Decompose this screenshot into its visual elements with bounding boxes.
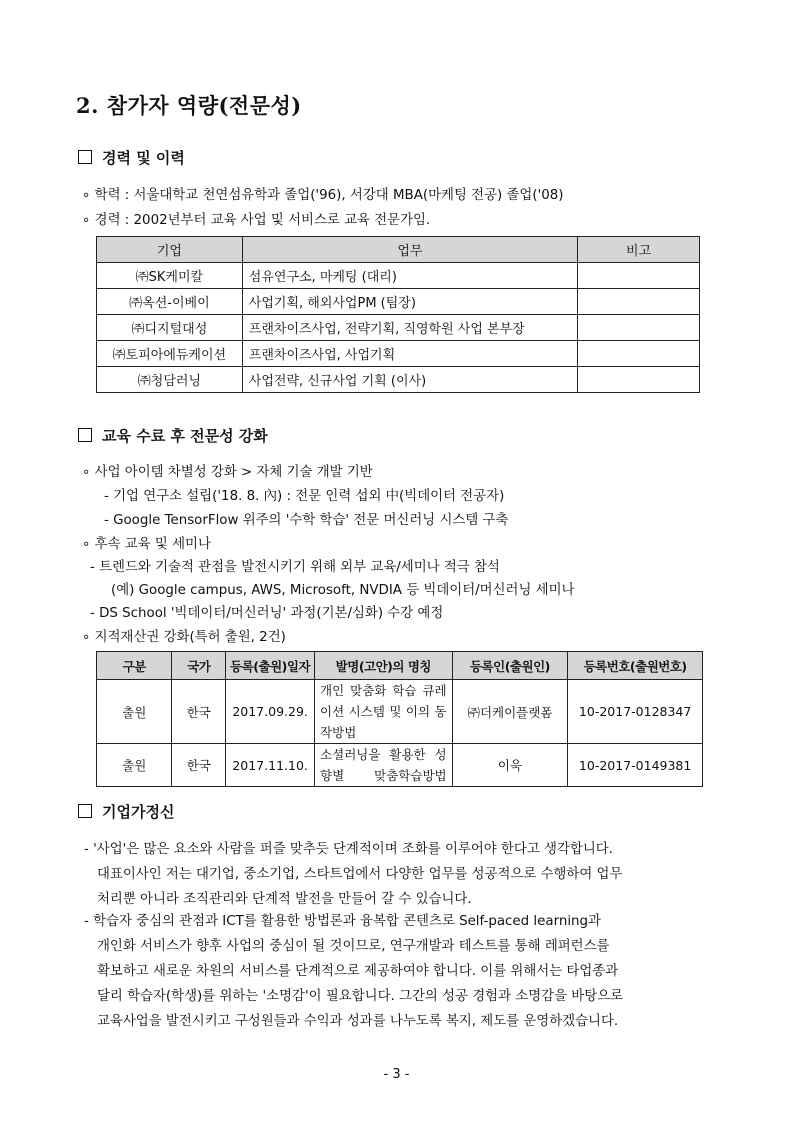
company-cell: ㈜청담러닝 [97, 367, 243, 393]
paragraph-line: 확보하고 새로운 차원의 서비스를 단계적으로 제공하여야 합니다. 이를 위해서는 타업종과 [97, 964, 619, 979]
list-item: - 기업 연구소 설립('18. 8. 內) : 전문 인력 섭외 中(빅데이터 전공자) [104, 489, 505, 504]
table-header-cell: 등록(출원)일자 [226, 652, 315, 680]
table-row [97, 744, 703, 787]
work-cell: 사업기획, 해외사업PM (팀장) [242, 289, 577, 315]
table-row [97, 315, 700, 341]
checkbox-square-icon [78, 428, 92, 442]
company-cell: ㈜디지털대성 [97, 315, 243, 341]
table-header-cell: 등록인(출원인) [452, 652, 568, 680]
work-cell: 프랜차이즈사업, 사업기획 [242, 341, 577, 367]
paragraph-business [84, 837, 720, 912]
table-header-row [97, 237, 700, 263]
table-header-cell: 발명(고안)의 명칭 [315, 652, 453, 680]
type-cell: 출원 [97, 680, 172, 744]
note-cell [578, 315, 700, 341]
company-cell: ㈜토피아에듀케이션 [97, 341, 243, 367]
holder-cell: 이욱 [452, 744, 568, 787]
date-cell: 2017.11.10. [226, 744, 315, 787]
type-cell: 출원 [97, 744, 172, 787]
paragraph-line: - 학습자 중심의 관점과 ICT를 활용한 방법론과 융복합 콘텐츠로 Self-paced learning과 [84, 914, 601, 929]
company-cell: ㈜옥션-이베이 [97, 289, 243, 315]
note-cell [578, 367, 700, 393]
country-cell: 한국 [172, 680, 226, 744]
table-row [97, 367, 700, 393]
section-heading-label: 경력 및 이력 [102, 149, 185, 167]
list-item: (예) Google campus, AWS, Microsoft, NVDIA 등 빅데이터/머신러닝 세미나 [111, 583, 575, 598]
company-cell: ㈜SK케미칼 [97, 263, 243, 289]
table-header-cell: 기업 [97, 237, 243, 263]
list-item: ∘ 사업 아이템 차별성 강화 > 자체 기술 개발 기반 [82, 465, 373, 480]
table-header-cell: 비고 [578, 237, 700, 263]
checkbox-square-icon [78, 804, 92, 818]
table-row [97, 289, 700, 315]
table-header-cell: 국가 [172, 652, 226, 680]
date-cell: 2017.09.29. [226, 680, 315, 744]
section-heading-label: 교육 수료 후 전문성 강화 [102, 427, 268, 445]
education-line: ∘ 학력 : 서울대학교 천연섬유학과 졸업('96), 서강대 MBA(마케팅 전공) 졸업('08) [82, 188, 564, 203]
patent-table [96, 651, 703, 787]
paragraph-line: 교육사업을 발전시키고 구성원들과 수익과 성과를 나누도록 복지, 제도를 운영하겠습니다. [97, 1014, 619, 1029]
table-row [97, 341, 700, 367]
table-row [97, 680, 703, 744]
section-heading-entrepreneurship [78, 801, 174, 822]
paragraph-line: 달리 학습자(학생)를 위하는 '소명감'이 필요합니다. 그간의 성공 경험과 소명감을 바탕으로 [97, 989, 624, 1004]
table-header-row [97, 652, 703, 680]
list-item: - 트렌드와 기술적 관점을 발전시키기 위해 외부 교육/세미나 적극 참석 [90, 560, 500, 575]
holder-cell: ㈜더케이플랫폼 [452, 680, 568, 744]
table-row [97, 263, 700, 289]
page-title: 2. 참가자 역량(전문성) [76, 93, 302, 118]
section-heading-label: 기업가정신 [102, 803, 175, 821]
work-cell: 프랜차이즈사업, 전략기획, 직영학원 사업 본부장 [242, 315, 577, 341]
career-line: ∘ 경력 : 2002년부터 교육 사업 및 서비스로 교육 전문가임. [82, 213, 431, 228]
career-table [96, 236, 700, 393]
table-header-cell: 등록번호(출원번호) [568, 652, 703, 680]
paragraph-line: - '사업'은 많은 요소와 사람을 퍼즐 맞추듯 단계적이며 조화를 이루어야 한다고 생각합니다. [84, 842, 613, 857]
number-cell: 10-2017-0149381 [568, 744, 703, 787]
list-item: ∘ 후속 교육 및 세미나 [82, 537, 211, 552]
paragraph-line: 개인화 서비스가 향후 사업의 중심이 될 것이므로, 연구개발과 테스트를 통해 레퍼런스를 [97, 939, 610, 954]
note-cell [578, 341, 700, 367]
table-header-cell: 구분 [97, 652, 172, 680]
country-cell: 한국 [172, 744, 226, 787]
section-heading-training [78, 425, 268, 446]
invention-name-cell: 개인 맞춤화 학습 큐레이션 시스템 및 이의 동작방법 [315, 680, 453, 744]
paragraph-line: 처리뿐 아니라 조직관리와 단계적 발전을 만들어 갈 수 있습니다. [97, 892, 472, 907]
page-number: - 3 - [383, 1067, 410, 1082]
table-header-cell: 업무 [242, 237, 577, 263]
list-item: - Google TensorFlow 위주의 '수학 학습' 전문 머신러닝 시스템 구축 [104, 513, 509, 528]
work-cell: 사업전략, 신규사업 기획 (이사) [242, 367, 577, 393]
invention-name-cell: 소셜러닝을 활용한 성향별 맞춤학습방법 [315, 744, 453, 787]
checkbox-square-icon [78, 150, 92, 164]
paragraph-vision [84, 909, 720, 1034]
number-cell: 10-2017-0128347 [568, 680, 703, 744]
list-item: - DS School '빅데이터/머신러닝' 과정(기본/심화) 수강 예정 [90, 606, 444, 621]
list-item: ∘ 지적재산권 강화(특허 출원, 2건) [82, 630, 286, 645]
work-cell: 섬유연구소, 마케팅 (대리) [242, 263, 577, 289]
paragraph-line: 대표이사인 저는 대기업, 중소기업, 스타트업에서 다양한 업무를 성공적으로 수행하여 업무 [97, 867, 623, 882]
note-cell [578, 263, 700, 289]
note-cell [578, 289, 700, 315]
section-heading-career [78, 147, 185, 168]
